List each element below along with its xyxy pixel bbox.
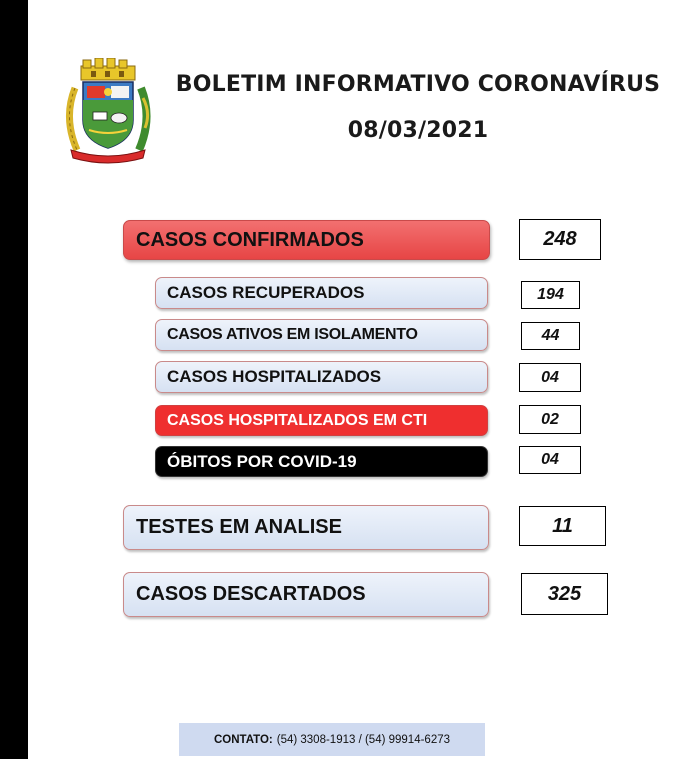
hospitalized-cases-value: 04 bbox=[519, 363, 581, 392]
active-cases-value: 44 bbox=[521, 322, 580, 350]
deaths-value: 04 bbox=[519, 446, 581, 474]
bulletin-page bbox=[28, 0, 695, 759]
contact-phones: (54) 3308-1913 / (54) 99914-6273 bbox=[276, 733, 451, 746]
tests-pending-value: 11 bbox=[519, 506, 606, 546]
icu-cases-value: 02 bbox=[519, 405, 581, 434]
confirmed-cases-label: CASOS CONFIRMADOS bbox=[123, 220, 490, 260]
recovered-cases-value: 194 bbox=[521, 281, 580, 309]
recovered-cases-label: CASOS RECUPERADOS bbox=[155, 277, 488, 309]
contact-box bbox=[179, 723, 485, 756]
hospitalized-cases-label: CASOS HOSPITALIZADOS bbox=[155, 361, 488, 393]
discarded-cases-label: CASOS DESCARTADOS bbox=[123, 572, 489, 617]
icu-cases-label: CASOS HOSPITALIZADOS EM CTI bbox=[155, 405, 488, 436]
discarded-cases-value: 325 bbox=[521, 573, 608, 615]
deaths-label: ÓBITOS POR COVID-19 bbox=[155, 446, 488, 477]
coat-of-arms-icon bbox=[55, 58, 161, 166]
tests-pending-label: TESTES EM ANALISE bbox=[123, 505, 489, 550]
active-cases-label: CASOS ATIVOS EM ISOLAMENTO bbox=[155, 319, 488, 351]
contact-label: CONTATO: bbox=[213, 733, 273, 746]
bulletin-date: 08/03/2021 bbox=[347, 118, 489, 143]
confirmed-cases-value: 248 bbox=[519, 219, 601, 260]
bulletin-title: BOLETIM INFORMATIVO CORONAVÍRUS bbox=[175, 72, 661, 97]
